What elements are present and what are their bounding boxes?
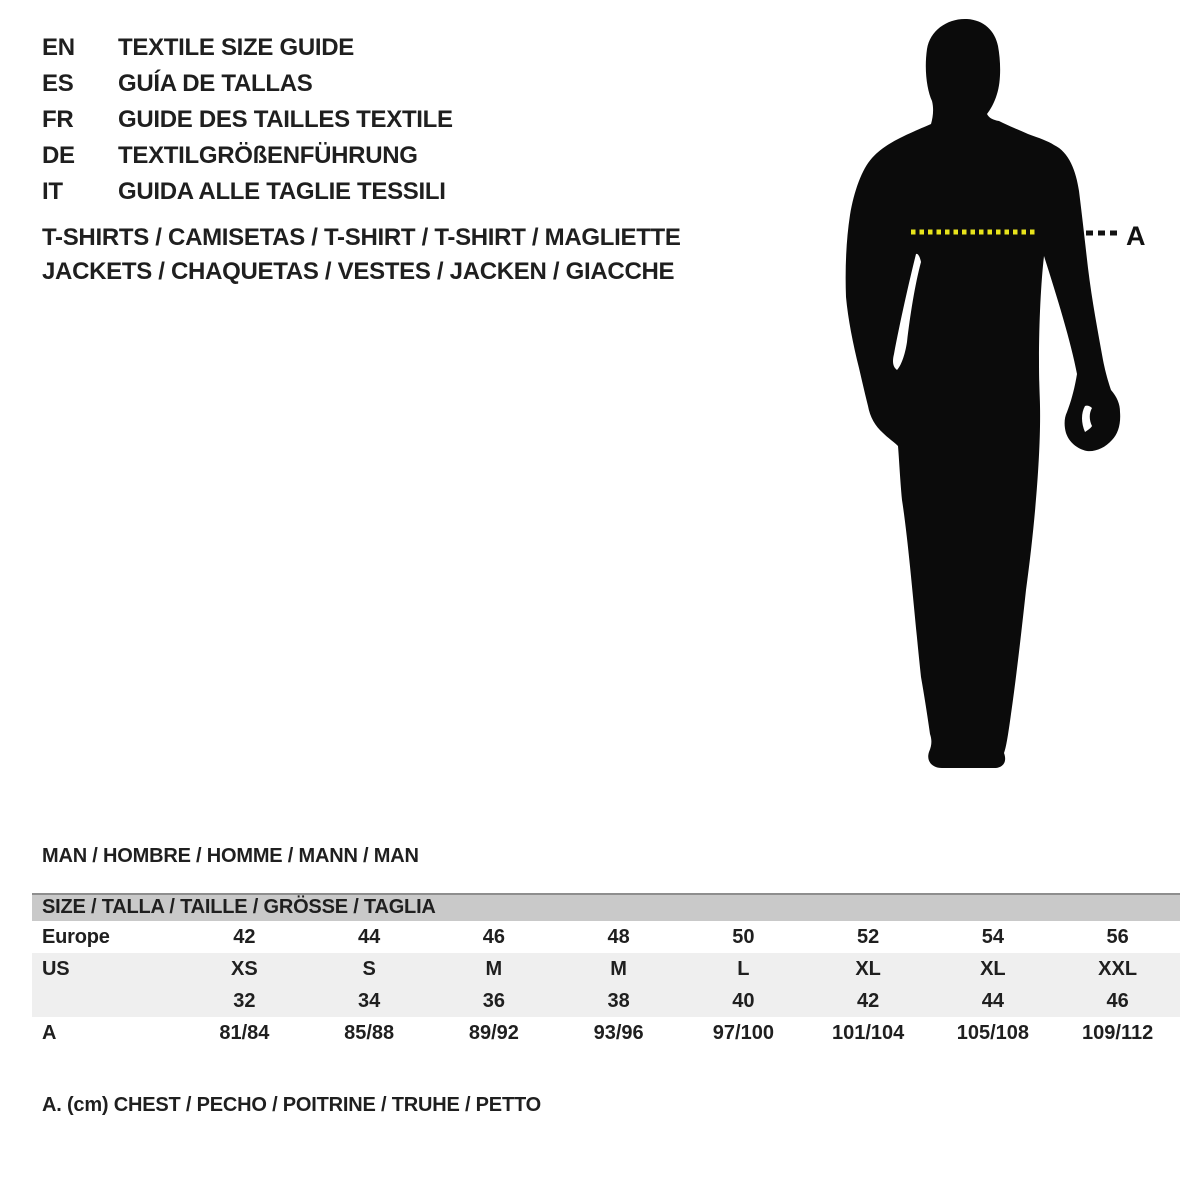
- size-cell: 85/88: [344, 1021, 395, 1044]
- size-cell: 42: [233, 925, 256, 948]
- size-cell: 34: [358, 989, 381, 1012]
- language-label: GUIDA ALLE TAGLIE TESSILI: [118, 178, 446, 205]
- category-line-jackets: JACKETS / CHAQUETAS / VESTES / JACKEN / GIACCHE: [42, 258, 675, 285]
- size-cell: M: [485, 957, 503, 980]
- measurement-label-a: A: [1126, 221, 1146, 251]
- language-label: GUÍA DE TALLAS: [118, 70, 313, 97]
- row-label: US: [42, 957, 70, 980]
- language-row: [42, 174, 453, 210]
- size-cell: L: [737, 957, 750, 980]
- row-label: A: [42, 1021, 57, 1044]
- size-cell: 44: [981, 989, 1004, 1012]
- size-cell: 48: [607, 925, 630, 948]
- table-row-chest-a: [32, 1017, 1180, 1049]
- size-cell: 50: [732, 925, 755, 948]
- size-cell: 109/112: [1082, 1021, 1154, 1044]
- language-guide-block: [42, 30, 453, 210]
- language-label: TEXTILGRÖßENFÜHRUNG: [118, 142, 418, 169]
- language-code: ES: [42, 70, 74, 97]
- size-cell: 36: [482, 989, 505, 1012]
- man-silhouette-svg: [820, 0, 1200, 800]
- size-cell: 32: [233, 989, 256, 1012]
- size-cell: 105/108: [956, 1021, 1030, 1044]
- size-cell: 46: [1106, 989, 1129, 1012]
- table-row-us: [32, 953, 1180, 985]
- category-block: [42, 221, 681, 289]
- size-cell: 44: [358, 925, 381, 948]
- size-cell: M: [610, 957, 627, 980]
- language-code: EN: [42, 34, 75, 61]
- footnote-chest: A. (cm) CHEST / PECHO / POITRINE / TRUHE / PETTO: [42, 1094, 541, 1116]
- size-table-header: SIZE / TALLA / TAILLE / GRÖSSE / TAGLIA: [32, 893, 1180, 921]
- man-silhouette-figure: [820, 0, 1200, 800]
- language-row: [42, 66, 453, 102]
- language-code: FR: [42, 106, 74, 133]
- size-cell: XS: [231, 957, 258, 980]
- section-title-man: MAN / HOMBRE / HOMME / MANN / MAN: [42, 845, 419, 867]
- language-code: DE: [42, 142, 75, 169]
- size-cell: 56: [1106, 925, 1129, 948]
- size-cell: 89/92: [468, 1021, 519, 1044]
- size-cell: 97/100: [712, 1021, 774, 1044]
- language-row: [42, 30, 453, 66]
- man-silhouette: [846, 19, 1121, 768]
- size-table: [32, 893, 1180, 1049]
- size-cell: 52: [857, 925, 880, 948]
- language-label: GUIDE DES TAILLES TEXTILE: [118, 106, 453, 133]
- size-cell: S: [362, 957, 376, 980]
- size-cell: XL: [855, 957, 881, 980]
- size-cell: 93/96: [593, 1021, 644, 1044]
- size-cell: XXL: [1098, 957, 1138, 980]
- language-label: TEXTILE SIZE GUIDE: [118, 34, 354, 61]
- size-cell: 38: [607, 989, 630, 1012]
- language-row: [42, 138, 453, 174]
- size-cell: 81/84: [219, 1021, 270, 1044]
- size-cell: 54: [981, 925, 1004, 948]
- table-row-numeric: [32, 985, 1180, 1017]
- size-cell: 40: [732, 989, 755, 1012]
- size-cell: XL: [980, 957, 1006, 980]
- category-line-tshirts: T-SHIRTS / CAMISETAS / T-SHIRT / T-SHIRT / MAGLIETTE: [42, 224, 681, 251]
- row-label: Europe: [42, 925, 110, 948]
- language-code: IT: [42, 178, 63, 205]
- table-row-europe: [32, 921, 1180, 953]
- language-row: [42, 102, 453, 138]
- size-cell: 42: [857, 989, 880, 1012]
- size-cell: 46: [482, 925, 505, 948]
- size-cell: 101/104: [831, 1021, 905, 1044]
